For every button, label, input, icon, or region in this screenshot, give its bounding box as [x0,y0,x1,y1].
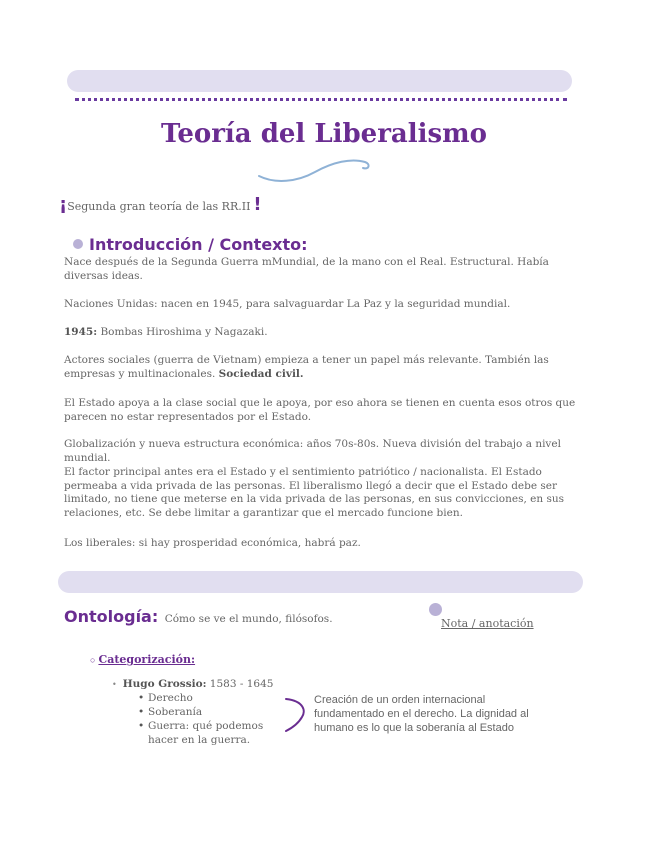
header-band [67,70,572,92]
year-text: Bombas Hiroshima y Nagazaki. [97,326,268,338]
section-band [58,571,583,593]
list-item: • Soberanía [138,705,293,719]
actors-text: Actores sociales (guerra de Vietnam) empieza a tener un papel más relevante. También las empresas y multinacionales. [64,354,549,380]
ontologia-heading: Ontología: [64,607,159,626]
intro-paragraph-1: Nace después de la Segunda Guerra mMundial, de la mano con el Real. Estructural. Había diversas ideas. [64,256,549,282]
note-dot-icon [429,603,442,616]
subtitle-close-mark: ! [253,194,262,215]
bullet-dot-icon [73,239,83,249]
intro-paragraph-3 [64,326,589,340]
intro-paragraph-4 [64,354,589,381]
subtitle-open-mark: ¡ [59,194,68,215]
ontologia-subtitle: Cómo se ve el mundo, filósofos. [164,613,333,625]
civil-society-label: Sociedad civil. [218,367,304,380]
annotation-text: Creación de un orden internacional fundamentado en el derecho. La dignidad al humano es lo que la soberanía al Estado [314,694,529,734]
circle-bullet-icon: ○ [90,655,96,665]
intro-heading: Introducción / Contexto: [89,235,308,254]
author-row [112,677,273,692]
brace-connector [284,697,314,733]
categorizacion-row [90,650,195,668]
intro-heading-row [73,235,308,255]
small-bullet-icon: • [112,680,117,689]
swirl-ornament [255,150,375,186]
page-title: Teoría del Liberalismo [160,119,488,149]
intro-paragraph-8: Los liberales: si hay prosperidad económica, habrá paz. [64,537,361,549]
year-label: 1945: [64,326,98,338]
subtitle-text: Segunda gran teoría de las RR.II [67,200,251,213]
header-dotted-divider [75,98,567,101]
list-item: • Guerra: qué podemos hacer en la guerra. [138,719,293,747]
author-years: 1583 - 1645 [206,678,274,690]
intro-paragraph-6: Globalización y nueva estructura económica: años 70s-80s. Nueva división del trabajo a nivel mundial. [64,438,561,464]
author-concepts-list [138,691,293,747]
categorizacion-link[interactable]: Categorización: [98,653,196,666]
ontologia-heading-row [64,607,333,627]
list-item: • Derecho [138,691,293,705]
note-link[interactable]: Nota / anotación [441,617,534,630]
subtitle-line [59,194,262,215]
intro-paragraph-2: Naciones Unidas: nacen en 1945, para salvaguardar La Paz y la seguridad mundial. [64,298,511,310]
intro-paragraph-5: El Estado apoya a la clase social que le apoya, por eso ahora se tienen en cuenta esos otros que parecen no estar representados por el Estado. [64,397,576,423]
author-name: Hugo Grossio: [122,678,207,690]
intro-paragraph-7: El factor principal antes era el Estado y el sentimiento patriótico / nacionalista. El Estado permeaba a vida privada de las personas. El liberalismo llegó a decir que el Estado debe ser limitado, no tiene que meterse en la vida privada de las personas, en sus convicciones, en sus relaciones, etc. Se debe limitar a garantizar que el mercado funcione bien. [64,466,564,519]
